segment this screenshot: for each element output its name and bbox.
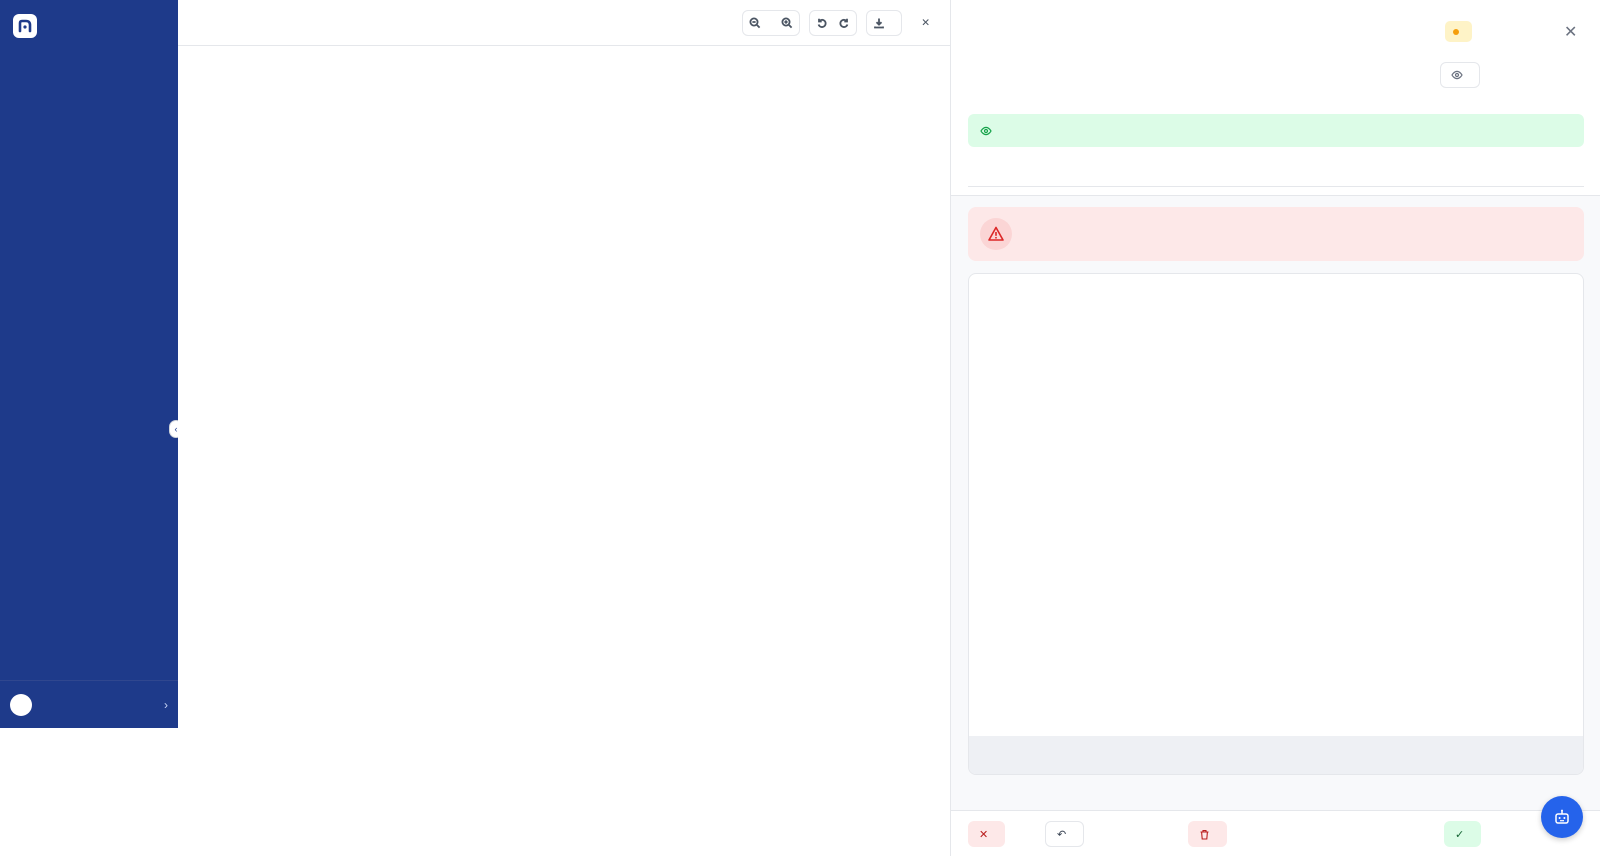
close-icon[interactable]: ✕ xyxy=(1564,24,1578,41)
download-button[interactable] xyxy=(866,10,902,36)
approve-button[interactable] xyxy=(1444,821,1481,847)
doc-subtotal-row xyxy=(218,119,878,144)
rotate-controls xyxy=(809,10,857,36)
delete-invoice-button[interactable] xyxy=(1188,821,1227,847)
return-to-reviewer-button[interactable] xyxy=(1045,821,1084,847)
robot-icon xyxy=(1553,808,1571,826)
panel-footer xyxy=(951,810,1600,856)
scan-visible-banner xyxy=(968,114,1584,147)
check-icon: ✓ xyxy=(1455,828,1465,841)
status-dot-icon xyxy=(1453,29,1459,35)
x-icon: ✕ xyxy=(979,828,989,841)
rotate-left-icon[interactable] xyxy=(816,17,828,29)
logo[interactable] xyxy=(0,0,178,52)
doc-totals xyxy=(218,119,878,193)
three-way-match-table xyxy=(968,273,1584,775)
sidebar-nav xyxy=(0,52,178,60)
sidebar-collapse-handle[interactable]: ‹ xyxy=(169,420,183,438)
panel-header xyxy=(951,0,1600,196)
invoice-document xyxy=(218,82,878,213)
download-icon xyxy=(873,17,885,29)
chevron-right-icon: › xyxy=(164,697,168,712)
zoom-controls xyxy=(742,10,800,36)
invoice-viewer xyxy=(178,0,950,856)
sidebar xyxy=(0,0,178,728)
user-profile[interactable] xyxy=(0,680,178,728)
zoom-out-icon[interactable] xyxy=(749,17,761,29)
status-badge xyxy=(1445,21,1472,42)
reject-button[interactable] xyxy=(968,821,1005,847)
view-original-button[interactable] xyxy=(1440,62,1480,88)
panel-tabs xyxy=(968,157,1584,187)
match-table-header xyxy=(969,274,1584,334)
zoom-in-icon[interactable] xyxy=(781,17,793,29)
logo-icon xyxy=(13,14,37,38)
trash-icon xyxy=(1199,829,1210,840)
assistant-fab[interactable] xyxy=(1541,796,1583,838)
match-totals-row xyxy=(969,736,1584,775)
eye-icon xyxy=(1451,69,1463,81)
warning-icon xyxy=(980,218,1012,250)
rotate-right-icon[interactable] xyxy=(838,17,850,29)
avatar xyxy=(10,694,32,716)
doc-tax-row xyxy=(218,144,878,169)
invoice-panel xyxy=(950,0,1600,856)
undo-icon: ↶ xyxy=(1057,828,1067,841)
eye-icon xyxy=(980,125,992,137)
review-alert xyxy=(968,207,1584,261)
close-scan-button[interactable]: ✕ xyxy=(921,16,930,29)
viewer-toolbar xyxy=(178,0,950,46)
doc-total-row xyxy=(218,168,878,193)
